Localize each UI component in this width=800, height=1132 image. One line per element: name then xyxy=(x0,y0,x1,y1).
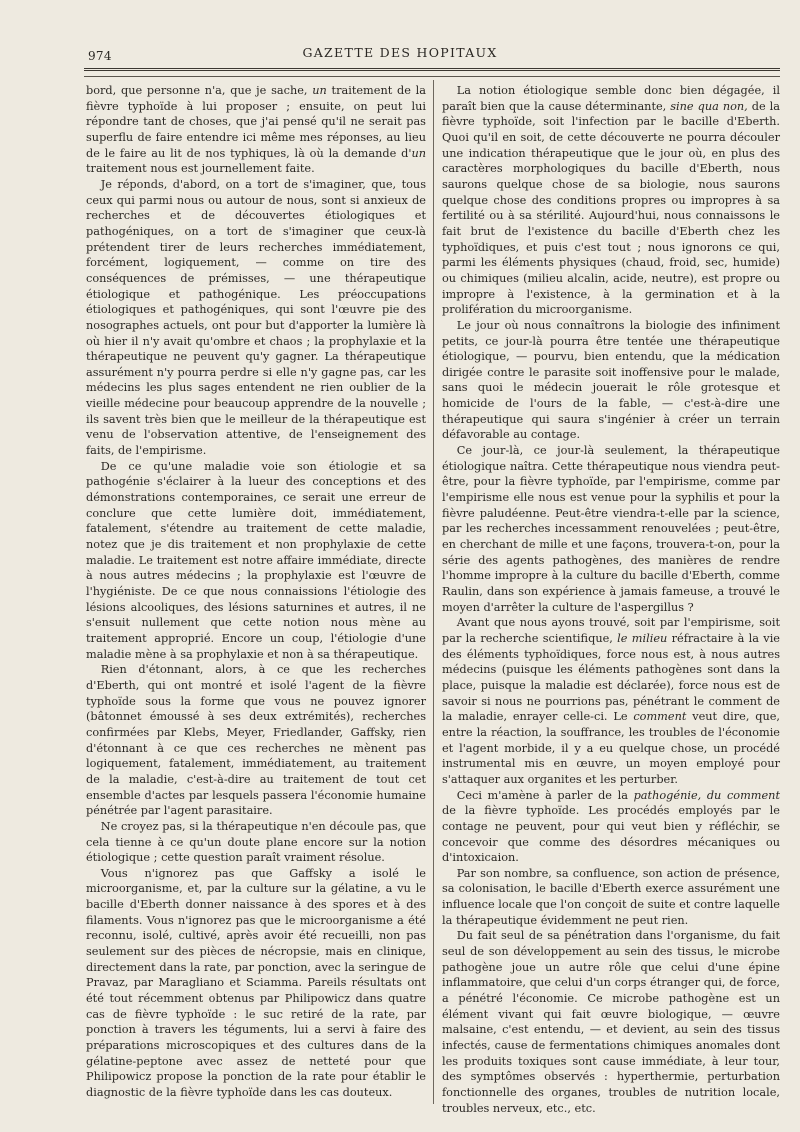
left-column xyxy=(86,83,426,1101)
paragraph-text: Ceci m'amène à parler de la xyxy=(456,788,634,802)
paragraph: Ne croyez pas, si la thérapeutique n'en découle pas, que cela tienne à ce qu'un doute plane encore sur la notion étiologique ; cette question paraît vraiment résolue. xyxy=(86,819,426,865)
paragraph: Vous n'ignorez pas que Gaffsky a isolé le microorganisme, et, par la culture sur la gélatine, a vu le bacille d'Eberth donner naissance à des spores et à des filaments. Vous n'ignorez pas que le microorganisme a été reconnu, isolé, cultivé, après avoir été recueilli, non pas seulement sur des pièces de nécropsie, mais en clinique, directement dans la rate, par ponction, avec la seringue de Pravaz, par Maragliano et Sciamma. Pareils résultats ont été tout récemment obtenus par Philipowicz dans quatre cas de fièvre typhoïde : le suc retiré de la rate, par ponction à travers les téguments, lui a servi à faire des préparations microscopiques et des cultures dans de la gélatine-peptone avec assez de netteté pour que Philipowicz propose la ponction de la rate pour établir le diagnostic de la fièvre typhoïde dans les cas douteux. xyxy=(86,866,426,1099)
right-column xyxy=(442,83,780,1116)
paragraph: Rien d'étonnant, alors, à ce que les recherches d'Eberth, qui ont montré et isolé l'agent de la fièvre typhoïde sous la forme que vous ne pouvez ignorer (bâtonnet émoussé à ses deux extrémités), recherches confirmées par Klebs, Meyer, Friedlander, Gaffsky, rien d'étonnant à ce que ces recherches ne mènent pas logiquement, fatalement, immédiatement, au traitement de la maladie, c'est-à-dire au traitement de tout cet ensemble d'actes par lesquels passera l'économie humaine pénétrée par l'agent parasitaire. xyxy=(86,663,426,818)
emphasis-text: sine qua non, xyxy=(670,99,748,113)
paragraph-text: Avant que nous ayons trouvé, soit par l'empirisme, soit par la recherche scientifique, xyxy=(442,616,780,645)
paragraph: Ce jour-là, ce jour-là seulement, la thérapeutique étiologique naîtra. Cette thérapeutique nous viendra peut-être, pour la fièvre typhoïde, par l'empirisme, comme par l'empirisme elle nous est venue pour la syphilis et pour la fièvre paludéenne. Peut-être viendra-t-elle par la science, par les recherches incessamment renouvelées ; peut-être, en cherchant de mille et une façons, trouvera-t-on, pour la série des agents pathogènes, des manières de rendre l'homme impropre à la culture du bacille d'Eberth, comme Raulin, dans son expérience à jamais fameuse, a trouvé le moyen d'arrêter la culture de l'aspergillus ? xyxy=(442,444,780,614)
emphasis-text: le milieu xyxy=(617,631,668,645)
paragraph-text: La notion étiologique semble donc bien dégagée, il paraît bien que la cause déterminante, xyxy=(442,84,780,113)
column-divider xyxy=(433,80,434,1104)
running-title: GAZETTE DES HOPITAUX xyxy=(302,45,498,60)
paragraph xyxy=(442,788,780,866)
paragraph-text: traitement nous est journellement faite. xyxy=(86,162,315,176)
paragraph: Le jour où nous connaîtrons la biologie des infiniment petits, ce jour-là pourra être tentée une thérapeutique étiologique, — pourvu, bien entendu, que la médication dirigée contre le parasite soit inoffensive pour le malade, sans quoi le médecin jouerait le rôle grotesque et homicide de l'ours de la fable, — c'est-à-dire une thérapeutique qui saura s'ingénier à créer un terrain défavorable au contage. xyxy=(442,318,780,442)
paragraph-text: traitement de la fièvre typhoïde à lui proposer ; ensuite, on peut lui répondre tant de choses, que j'ai pensé qu'il ne serait pas superflu de faire entendre ici même mes réponses, au lieu de le faire au lit de nos typhiques, là où la demande d' xyxy=(86,84,426,160)
paragraph xyxy=(86,83,426,177)
paragraph-text: de la fièvre typhoïde. Les procédés employés par le contage ne peuvent, pour qui veut bien y réfléchir, se concevoir que comme des désordres mécaniques ou d'intoxicaion. xyxy=(442,804,780,865)
emphasis-text: comment xyxy=(633,710,687,724)
page-number: 974 xyxy=(88,49,112,63)
paragraph-text: de la fièvre typhoïde, soit l'infection par le bacille d'Eberth. Quoi qu'il en soit, de cette découverte ne pourra découler une indication thérapeutique que le jour où, en plus des caractères morphologiques du bacille d'Eberth, nous saurons quelque chose de sa biologie, nous saurons quelque chose des conditions propres ou impropres à sa fertilité ou à sa stérilité. Aujourd'hui, nous connaissons le fait brut de l'existence du bacille d'Eberth chez les typhoïdiques, et puis c'est tout ; nous ignorons ce qui, parmi les éléments physiques (chaud, froid, sec, humide) ou chimiques (milieu alcalin, acide, neutre), est propre ou impropre à l'existence, à la germination et à la prolifération du microorganisme. xyxy=(442,99,780,317)
paragraph-text: réfractaire à la vie des éléments typhoïdiques, force nous est, à nous autres médecins (puisque les éléments pathogènes sont dans la place, puisque la maladie est déclarée), force nous est de savoir si nous ne pourrions pas, pénétrant le comment de la maladie, enrayer celle-ci. Le xyxy=(442,631,780,724)
paragraph: Je réponds, d'abord, on a tort de s'imaginer, que, tous ceux qui parmi nous ou autour de nous, sont si anxieux de recherches et de découvertes étiologiques et pathogéniques, on a tort de s'imaginer que ceux-là prétendent tirer de leurs recherches immédiatement, forcément, logiquement, — comme on tire des conséquences de prémisses, — une thérapeutique étiologique et pathogénique. Les préoccupations étiologiques et pathogéniques, qui sont l'œuvre pie des nosographes actuels, ont pour but d'apporter la lumière là où hier il n'y avait qu'ombre et chaos ; la prophylaxie et la thérapeutique ne peuvent qu'y gagner. La thérapeutique assurément n'y pourra perdre si elle n'y gagne pas, car les médecins les plus sages entendent ne rien oublier de la vieille médecine pour beaucoup apprendre de la nouvelle ; ils savent très bien que le meilleur de la thérapeutique est venu de l'observation attentive, de l'enseignement des faits, de l'empirisme. xyxy=(86,177,426,458)
emphasis-text: un xyxy=(411,146,426,160)
paragraph-text: veut dire, que, entre la réaction, la souffrance, les troubles de l'économie et l'agent morbide, il y a eu quelque chose, un procédé instrumental mis en œuvre, un moyen employé pour s'attaquer aux organites et les perturber. xyxy=(442,710,780,786)
emphasis-text: un xyxy=(312,84,327,97)
emphasis-text: pathogénie, du comment xyxy=(633,788,780,802)
paragraph xyxy=(442,83,780,318)
paragraph xyxy=(442,615,780,787)
paragraph-text: bord, que personne n'a, que je sache, xyxy=(86,84,313,97)
paragraph: Par son nombre, sa confluence, son action de présence, sa colonisation, le bacille d'Eberth exerce assurément une influence locale que l'on conçoit de suite et contre laquelle la thérapeutique évidemment ne peut rien. xyxy=(442,866,780,927)
header-double-rule xyxy=(84,68,780,71)
paragraph: De ce qu'une maladie voie son étiologie et sa pathogénie s'éclairer à la lueur des conceptions et des démonstrations contemporaines, ce serait une erreur de conclure que cette lumière doit, immédiatement, fatalement, s'étendre au traitement de cette maladie, notez que je dis traitement et non prophylaxie de cette maladie. Le traitement est notre affaire immédiate, directe à nous autres médecins ; la prophylaxie est l'œuvre de l'hygiéniste. De ce que nous connaissions l'étiologie des lésions alcooliques, des lésions saturnines et autres, il ne s'ensuit nullement que cette notion nous mène au traitement approprié. Encore un coup, l'étiologie d'une maladie mène à sa prophylaxie et non à sa thérapeutique. xyxy=(86,459,426,661)
paragraph: Du fait seul de sa pénétration dans l'organisme, du fait seul de son développement au sein des tissus, le microbe pathogène joue un autre rôle que celui d'une épine inflammatoire, que celui d'un corps étranger qui, de force, a pénétré l'économie. Ce microbe pathogène est un élément vivant qui fait œuvre biologique, — œuvre malsaine, c'est entendu, — et devient, au sein des tissus infectés, cause de fermentations chimiques anomales dont les produits toxiques sont cause immédiate, à leur tour, des symptômes observés : hyperthermie, perturbation fonctionnelle des organes, troubles de nutrition locale, troubles nerveux, etc., etc. xyxy=(442,929,780,1115)
header-thin-rule xyxy=(84,76,780,77)
